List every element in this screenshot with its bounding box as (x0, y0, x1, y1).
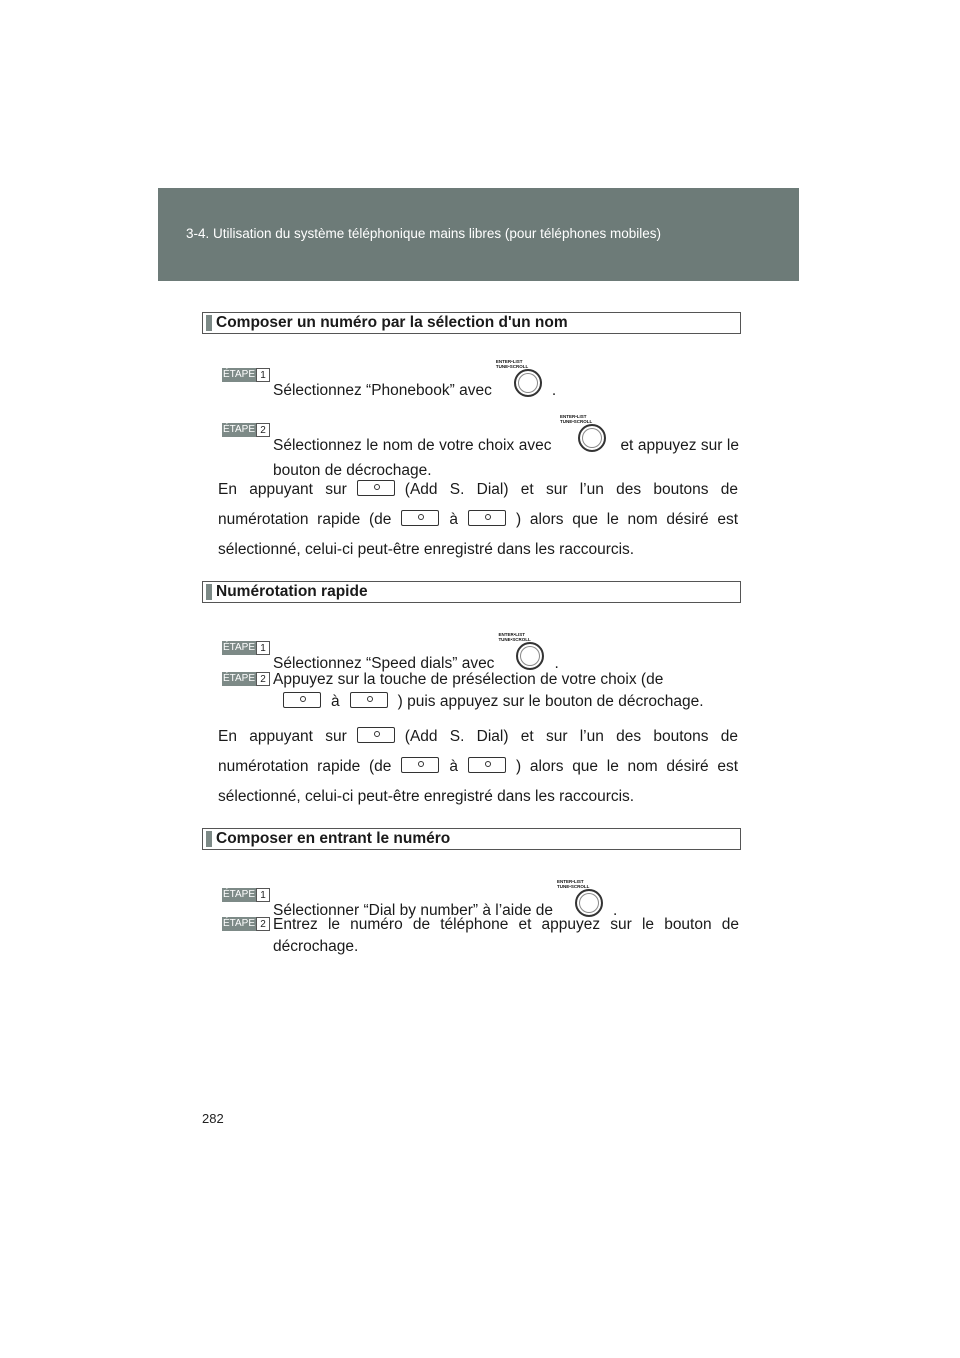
section-title: Composer un numéro par la sélection d'un nom (202, 312, 741, 334)
step-2: ÉTAPE 2 Entrez le numéro de téléphone et appuyez sur le bouton de décrochage. (222, 916, 739, 955)
enter-list-knob-icon: ENTER•LIST TUNE•SCROLL (494, 638, 554, 678)
enter-list-knob-icon: ENTER•LIST TUNE•SCROLL (556, 420, 616, 460)
step-badge: ÉTAPE 1 (222, 641, 270, 655)
section-title: Composer en entrant le numéro (202, 828, 741, 850)
note-paragraph: En appuyant sur (Add S. Dial) et sur l’un des boutons de numérotation rapide (de à ) alors que le nom désiré est sélectionné, celui-ci peut-être enregistré dans les raccourcis. (218, 728, 738, 805)
step-1: ÉTAPE 1 Sélectionner “Dial by number” à l’aide de ENTER•LIST TUNE•SCROLL . (222, 885, 739, 925)
step-2: ÉTAPE 2 Appuyez sur la touche de présélection de votre choix (de à ) puis appuyez sur le bouton de décrochage. (222, 671, 704, 710)
preset-button-icon (350, 692, 388, 708)
step-1: ÉTAPE 1 Sélectionnez “Speed dials” avec ENTER•LIST TUNE•SCROLL . (222, 638, 739, 678)
chapter-title: 3-4. Utilisation du système téléphonique mains libres (pour téléphones mobiles) (186, 226, 661, 241)
preset-button-icon (468, 757, 506, 773)
preset-button-icon (401, 757, 439, 773)
note-paragraph: En appuyant sur (Add S. Dial) et sur l’un des boutons de numérotation rapide (de à ) alors que le nom désiré est sélectionné, celui-ci peut-être enregistré dans les raccourcis. (218, 481, 738, 558)
step-1: ÉTAPE 1 Sélectionnez “Phonebook” avec ENTER•LIST TUNE•SCROLL . (222, 365, 739, 405)
section-dial-by-name (202, 312, 741, 334)
step-badge: ÉTAPE 2 (222, 423, 270, 437)
enter-list-knob-icon: ENTER•LIST TUNE•SCROLL (492, 365, 552, 405)
preset-button-icon (468, 510, 506, 526)
section-speed-dial (202, 581, 741, 603)
chapter-header (158, 188, 799, 281)
step-badge: ÉTAPE 1 (222, 368, 270, 382)
section-dial-by-number (202, 828, 741, 850)
section-title: Numérotation rapide (202, 581, 741, 603)
step-badge: ÉTAPE 2 (222, 672, 270, 686)
enter-list-knob-icon: ENTER•LIST TUNE•SCROLL (553, 885, 613, 925)
add-speed-dial-button-icon (357, 727, 395, 743)
step-badge: ÉTAPE 1 (222, 888, 270, 902)
step-2: ÉTAPE 2 Sélectionnez le nom de votre choix avec ENTER•LIST TUNE•SCROLL et appuyez sur le bouton de décrochage. (222, 414, 739, 479)
preset-button-icon (401, 510, 439, 526)
add-speed-dial-button-icon (357, 480, 395, 496)
page-number: 282 (202, 1111, 224, 1126)
preset-button-icon (283, 692, 321, 708)
step-badge: ÉTAPE 2 (222, 917, 270, 931)
